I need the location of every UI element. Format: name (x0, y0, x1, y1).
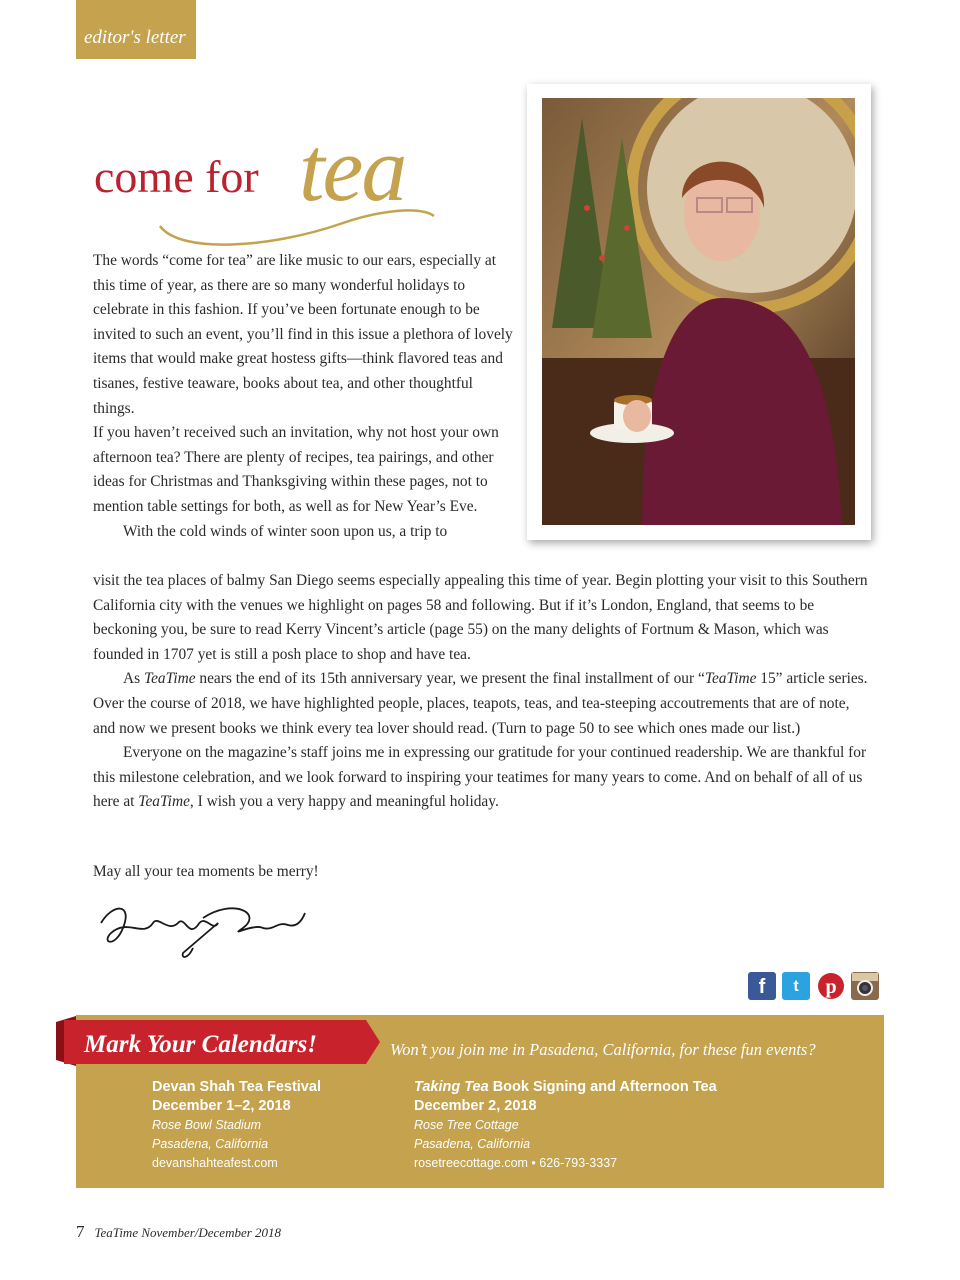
editor-photo (542, 98, 855, 525)
headline (94, 120, 514, 240)
twitter-icon[interactable]: t (782, 972, 810, 1000)
calendar-invite: Won’t you join me in Pasadena, California, for these fun events? (390, 1040, 816, 1059)
paragraph-4: As TeaTime nears the end of its 15th anniversary year, we present the final installment of our “TeaTime 15” article series. Over the course of 2018, we have highlighted people, places, teapots, teas, and tea-steeping accoutrements that are of note, and now we present books we think every tea lover should read. (Turn to page 50 to see which ones made our list.) (93, 670, 868, 737)
headline-come-for: come for (94, 151, 259, 202)
paragraph-5: Everyone on the magazine’s staff joins me in expressing our gratitude for your continued readership. We are thankful for this milestone celebration, and we look forward to inspiring your teatimes for many years to come. And on behalf of all of us here at TeaTime, I wish you a very happy and meaningful holiday. (93, 744, 867, 811)
event-website[interactable]: devanshahteafest.com (152, 1156, 278, 1170)
event-website[interactable]: rosetreecottage.com • 626-793-3337 (414, 1156, 618, 1170)
event-city: Pasadena, California (414, 1137, 531, 1151)
event-name: Devan Shah Tea Festival (152, 1079, 321, 1095)
headline-tea: tea (299, 118, 406, 220)
section-tab: editor's letter (76, 0, 196, 59)
calendar-title: Mark Your Calendars! (84, 1031, 317, 1058)
publication-name: TeaTime November/December 2018 (94, 1225, 282, 1240)
page-number: 7 (76, 1222, 85, 1241)
pinterest-icon[interactable] (817, 972, 845, 1000)
event-name: Taking Tea Book Signing and Afternoon Tea (414, 1079, 717, 1095)
event-venue: Rose Bowl Stadium (152, 1118, 262, 1132)
editor-photo-frame (527, 84, 871, 540)
instagram-icon[interactable] (851, 972, 879, 1000)
signature (93, 893, 313, 968)
event-2 (414, 1078, 717, 1173)
event-city: Pasadena, California (152, 1137, 269, 1151)
event-date: December 1–2, 2018 (152, 1098, 291, 1114)
paragraph-2: If you haven’t received such an invitation, why not host your own afternoon tea? There are plenty of recipes, tea pairings, and other ideas for Christmas and Thanksgiving within these pages, not to mention table settings for both, as well as for New Year’s Eve. (93, 424, 499, 515)
sign-off: May all your tea moments be merry! (93, 863, 319, 880)
paragraph-3-start: With the cold winds of winter soon upon us, a trip to (123, 522, 448, 540)
page-footer (76, 1222, 281, 1242)
event-date: December 2, 2018 (414, 1098, 537, 1114)
event-1 (152, 1078, 321, 1173)
svg-text:p: p (825, 976, 837, 998)
facebook-icon[interactable]: f (748, 972, 776, 1000)
event-venue: Rose Tree Cottage (414, 1118, 519, 1132)
paragraph-1: The words “come for tea” are like music to our ears, especially at this time of year, as there are so many wonderful holidays to celebrate in this fashion. If you’ve been fortunate enough to be invited to such an event, you’ll find in this issue a plethora of lovely items that would make great hostess gifts—think flavored teas and tisanes, festive teaware, books about tea, and other thoughtful things. (93, 252, 513, 417)
paragraph-3-cont: visit the tea places of balmy San Diego seems especially appealing this time of year. Begin plotting your visit to this Southern California city with the venues we highlight on pages 58 and following. But if it’s London, England, that seems to be beckoning you, be sure to read Kerry Vincent’s article (page 55) on the many delights of Fortnum & Mason, which was founded in 1707 yet is still a posh place to shop and have tea. (93, 572, 868, 663)
letter-column (93, 249, 513, 544)
letter-full-width (93, 569, 868, 815)
